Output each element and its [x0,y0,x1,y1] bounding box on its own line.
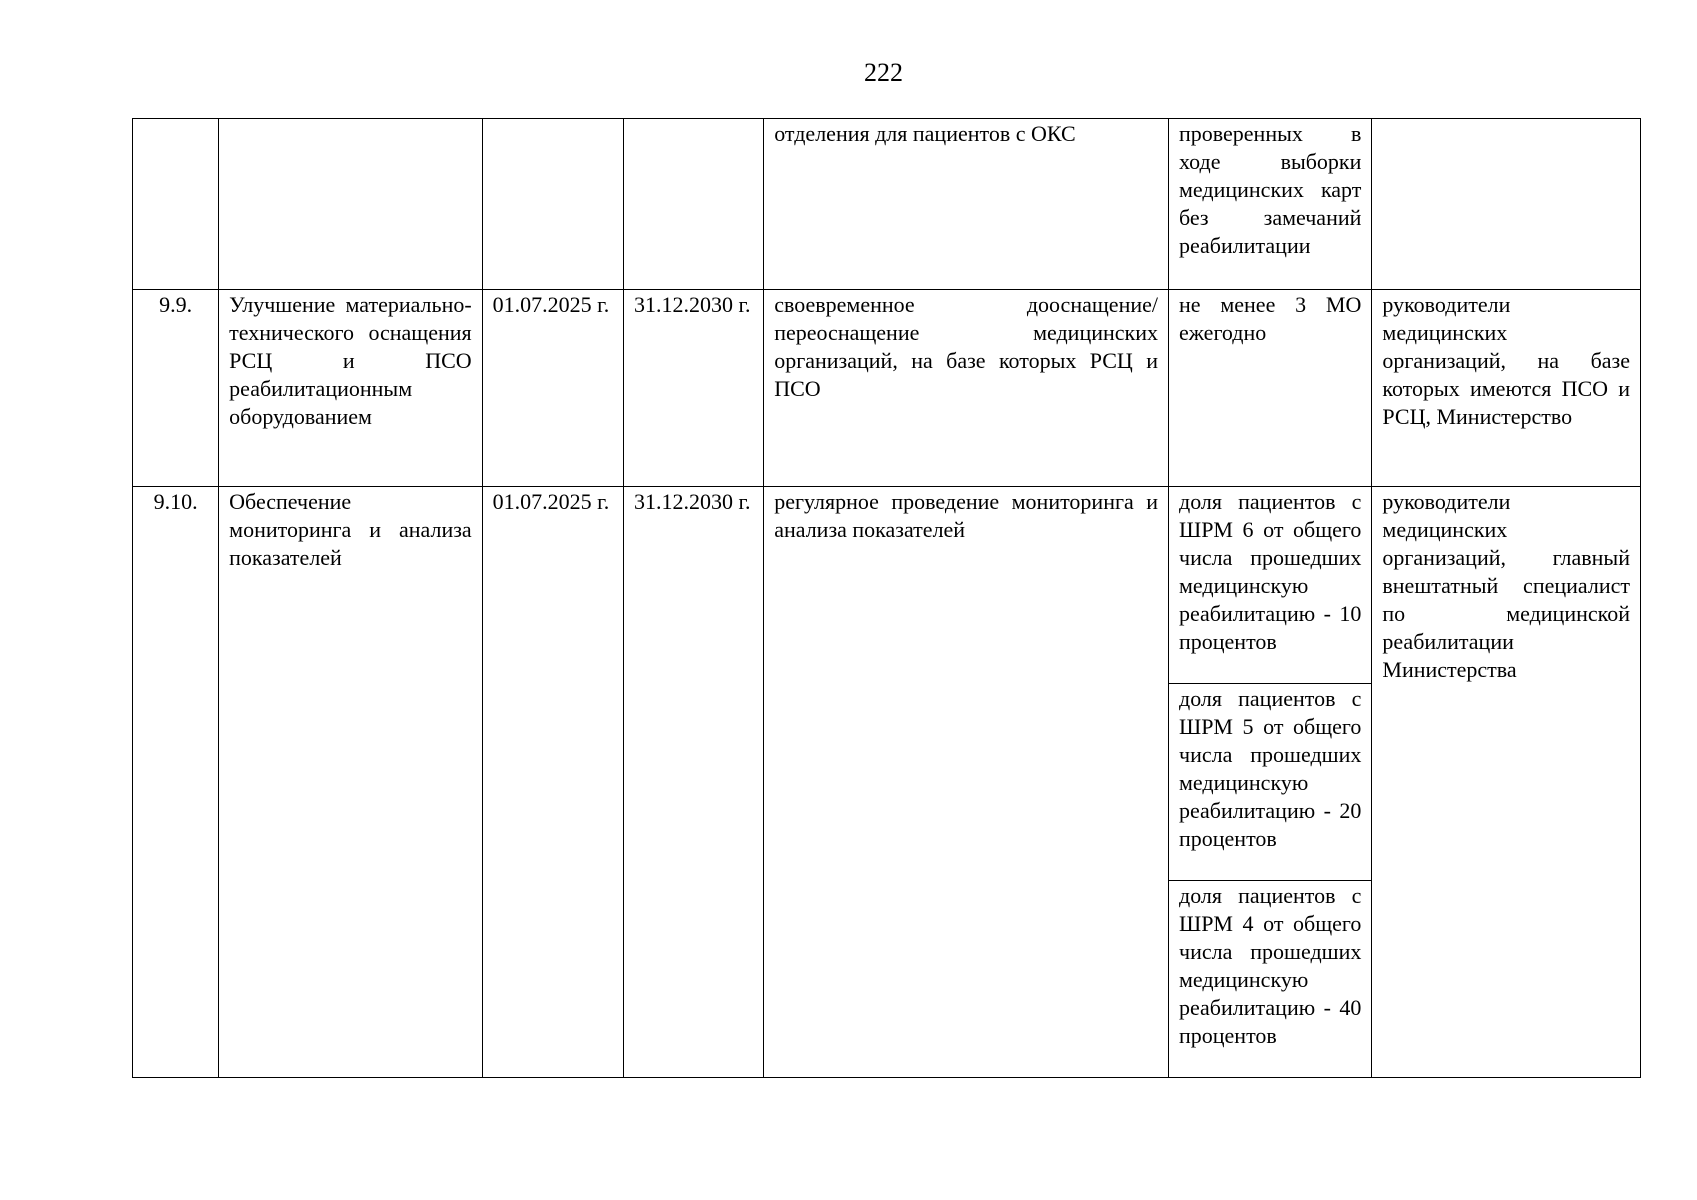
activities-table [132,118,1641,1078]
row-number-cell [133,119,219,290]
indicator-cell: доля пациентов с ШРМ 5 от общего числа прошедших медицинскую реабилитацию - 20 процентов [1169,684,1372,881]
end-date-cell [623,119,763,290]
end-date-cell: 31.12.2030 г. [623,487,763,1078]
activity-title-cell: Улучшение материально-технического оснащения РСЦ и ПСО реабилитационным оборудованием [219,290,483,487]
expected-result-cell: своевременное дооснащение/переоснащение медицинских организаций, на базе которых РСЦ и ПСО [764,290,1169,487]
start-date-cell: 01.07.2025 г. [482,487,623,1078]
end-date-cell: 31.12.2030 г. [623,290,763,487]
responsible-cell: руководители медицинских организаций, главный внештатный специалист по медицинской реабилитации Министерства [1372,487,1641,1078]
table-row [133,119,1641,290]
row-number-cell: 9.10. [133,487,219,1078]
expected-result-cell: отделения для пациентов с ОКС [764,119,1169,290]
start-date-cell [482,119,623,290]
row-number-cell: 9.9. [133,290,219,487]
table-row [133,290,1641,487]
activity-title-cell: Обеспечение мониторинга и анализа показателей [219,487,483,1078]
indicator-cell: проверенных в ходе выборки медицинских карт без замечаний реабилитации [1169,119,1372,290]
page-number: 222 [864,58,903,87]
activity-title-cell [219,119,483,290]
responsible-cell: руководители медицинских организаций, на базе которых имеются ПСО и РСЦ, Министерство [1372,290,1641,487]
indicator-cell: доля пациентов с ШРМ 4 от общего числа прошедших медицинскую реабилитацию - 40 процентов [1169,881,1372,1078]
indicator-cell: доля пациентов с ШРМ 6 от общего числа прошедших медицинскую реабилитацию - 10 процентов [1169,487,1372,684]
start-date-cell: 01.07.2025 г. [482,290,623,487]
table-row [133,487,1641,684]
responsible-cell [1372,119,1641,290]
indicator-cell: не менее 3 МО ежегодно [1169,290,1372,487]
expected-result-cell: регулярное проведение мониторинга и анализа показателей [764,487,1169,1078]
